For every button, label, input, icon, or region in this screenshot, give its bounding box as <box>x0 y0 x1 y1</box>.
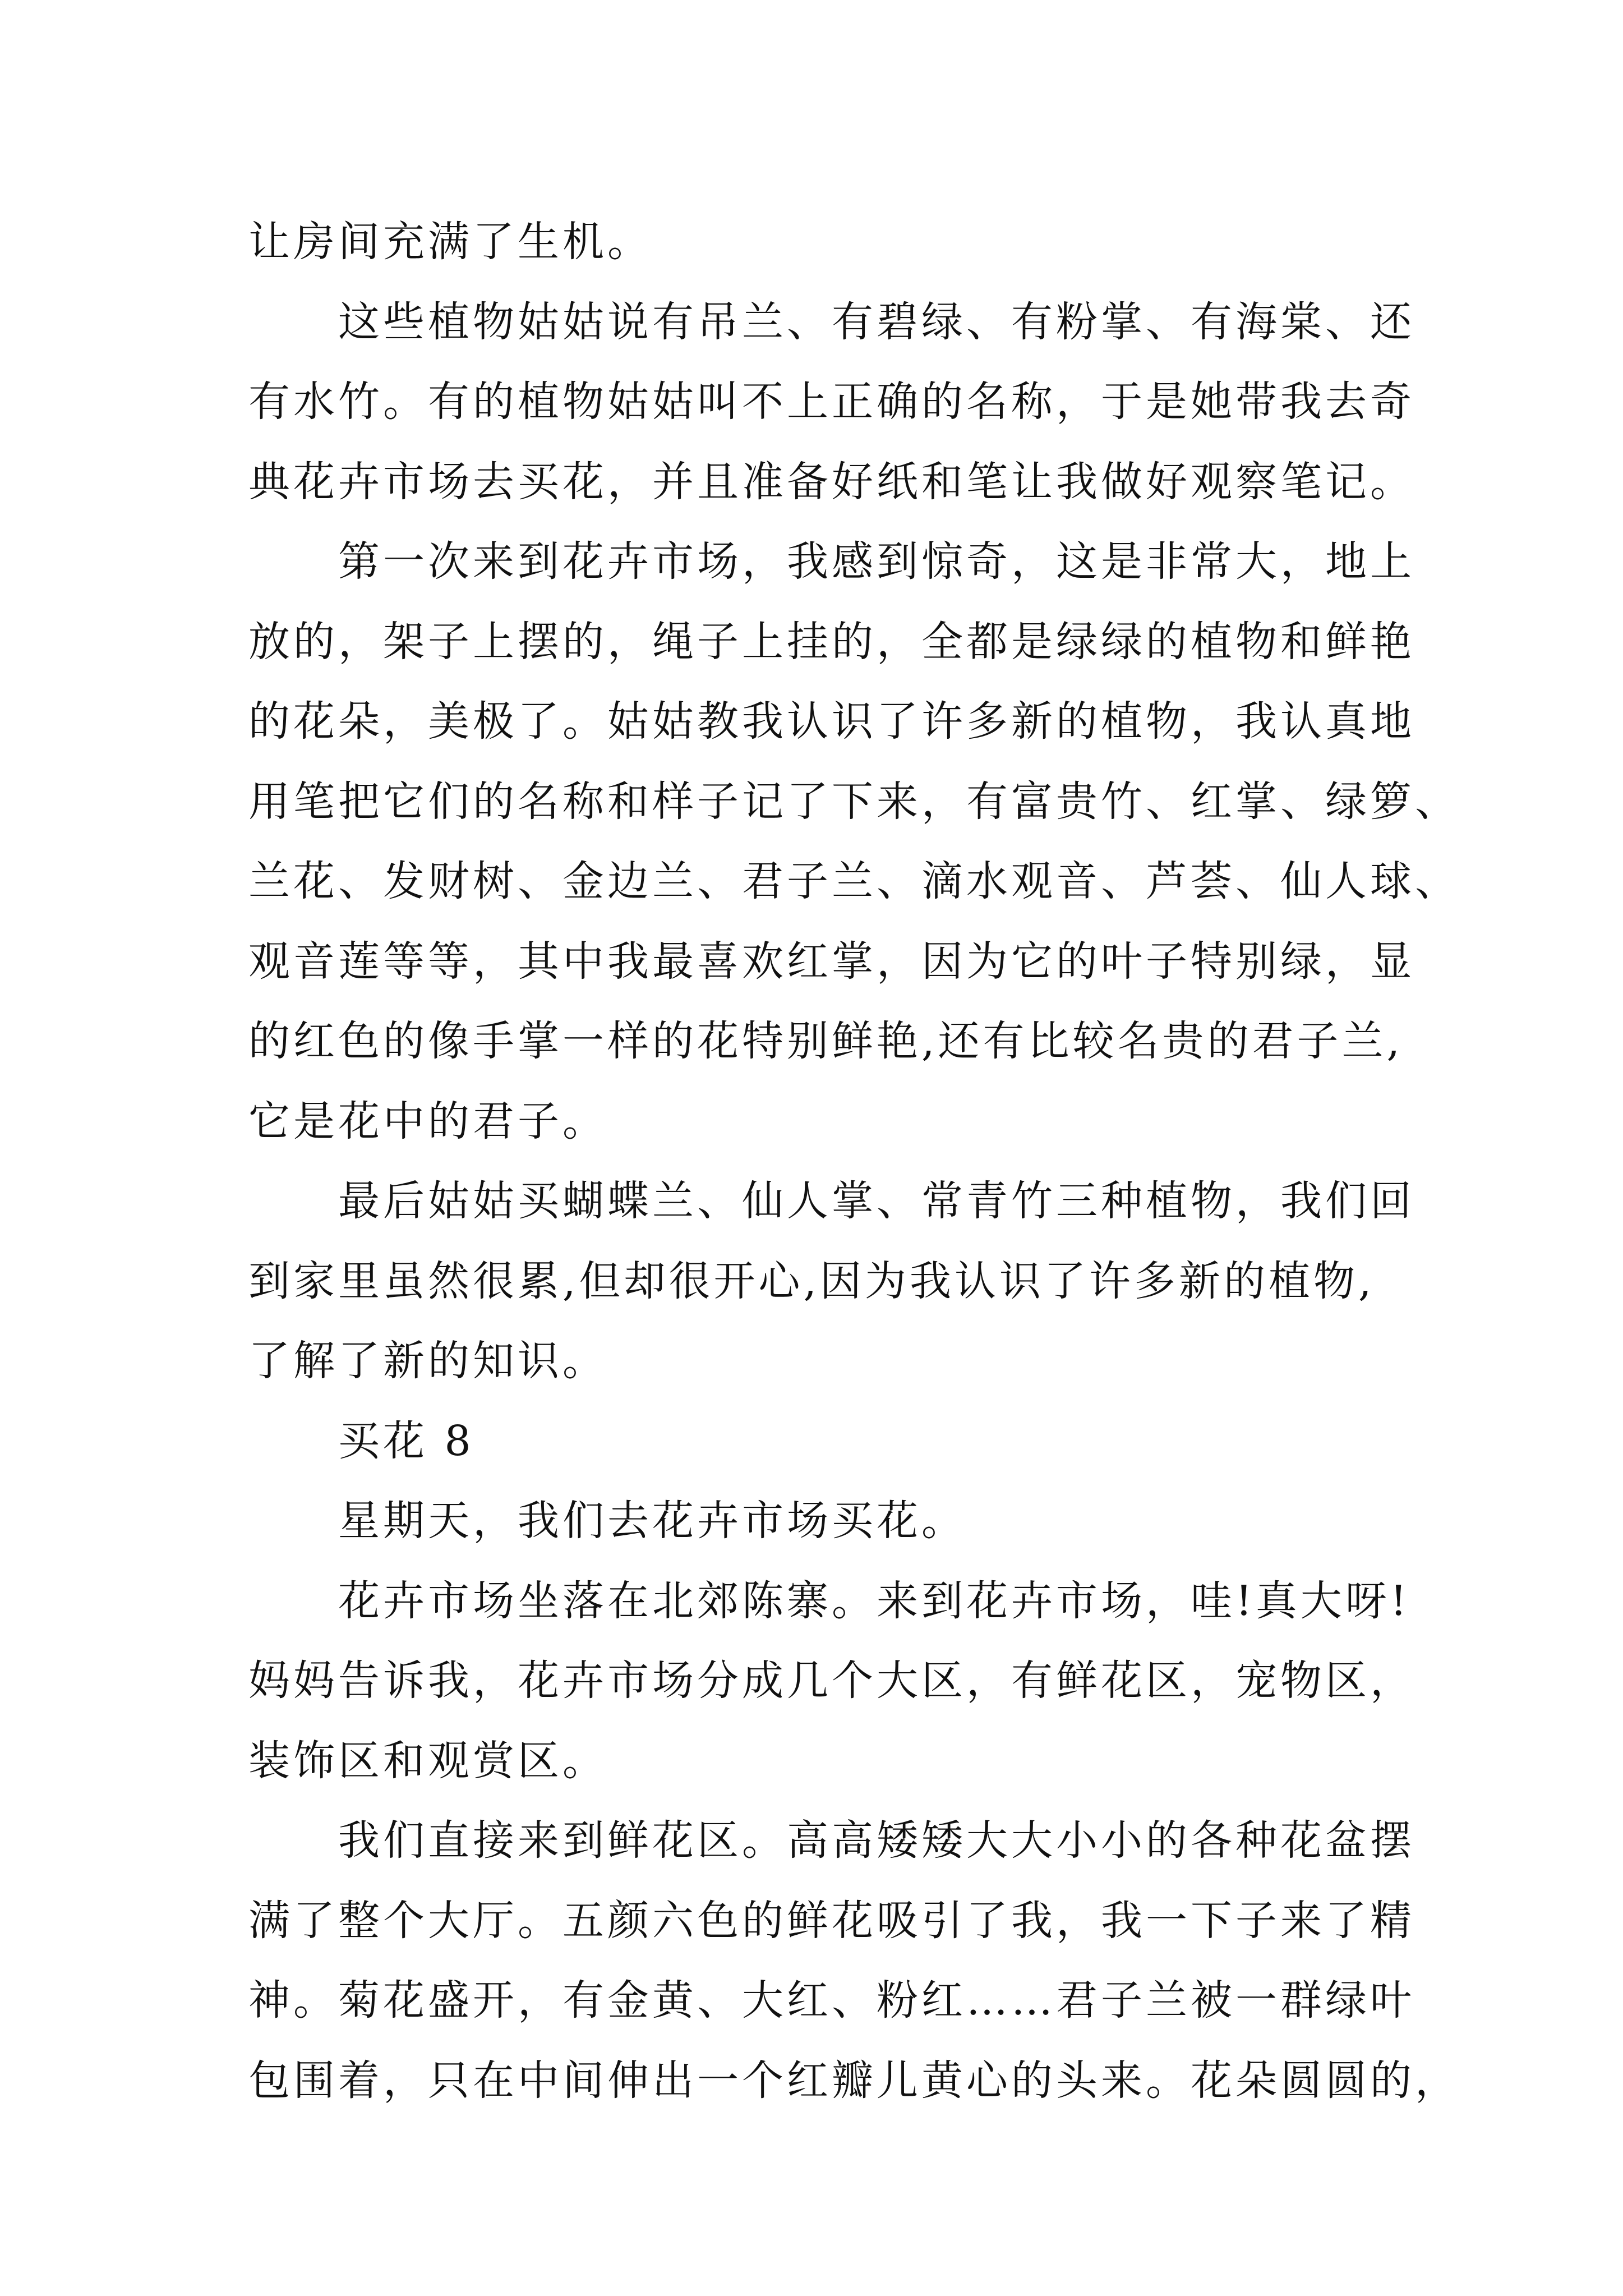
text-line: 星期天，我们去花卉市场买花。 <box>338 1497 966 1545</box>
text-line: 我们直接来到鲜花区。高高矮矮大大小小的各种花盆摆 <box>338 1816 1415 1865</box>
text-line: 到家里虽然很累,但却很开心,因为我认识了许多新的植物, <box>248 1257 1375 1305</box>
text-line: 用笔把它们的名称和样子记了下来，有富贵竹、红掌、绿箩、 <box>248 777 1460 826</box>
text-line: 观音莲等等，其中我最喜欢红掌，因为它的叶子特别绿，显 <box>248 937 1415 986</box>
text-line: 第一次来到花卉市场，我感到惊奇，这是非常大，地上 <box>338 537 1415 586</box>
text-line: 它是花中的君子。 <box>248 1097 607 1145</box>
text-line: 满了整个大厅。五颜六色的鲜花吸引了我，我一下子来了精 <box>248 1896 1415 1945</box>
text-line: 兰花、发财树、金边兰、君子兰、滴水观音、芦荟、仙人球、 <box>248 857 1460 905</box>
text-line: 的红色的像手掌一样的花特别鲜艳,还有比较名贵的君子兰, <box>248 1017 1404 1065</box>
text-line: 花卉市场坐落在北郊陈寨。来到花卉市场，哇!真大呀! <box>338 1576 1410 1625</box>
text-line: 这些植物姑姑说有吊兰、有碧绿、有粉掌、有海棠、还 <box>338 297 1415 346</box>
text-line: 最后姑姑买蝴蝶兰、仙人掌、常青竹三种植物，我们回 <box>338 1177 1415 1225</box>
text-line: 神。菊花盛开，有金黄、大红、粉红……君子兰被一群绿叶 <box>248 1976 1415 2024</box>
text-line: 让房间充满了生机。 <box>248 218 652 266</box>
document-body <box>248 202 1460 2120</box>
text-line: 有水竹。有的植物姑姑叫不上正确的名称，于是她带我去奇 <box>248 378 1415 426</box>
text-line: 装饰区和观赏区。 <box>248 1736 607 1785</box>
text-line: 的花朵，美极了。姑姑教我认识了许多新的植物，我认真地 <box>248 697 1415 746</box>
text-line: 放的，架子上摆的，绳子上挂的，全都是绿绿的植物和鲜艳 <box>248 617 1415 666</box>
text-line: 了解了新的知识。 <box>248 1337 607 1385</box>
section-heading: 买花 8 <box>338 1416 474 1465</box>
text-line: 包围着，只在中间伸出一个红瓣儿黄心的头来。花朵圆圆的， <box>248 2056 1460 2105</box>
text-line: 典花卉市场去买花，并且准备好纸和笔让我做好观察笔记。 <box>248 457 1415 506</box>
text-line: 妈妈告诉我，花卉市场分成几个大区，有鲜花区，宠物区， <box>248 1657 1415 1705</box>
